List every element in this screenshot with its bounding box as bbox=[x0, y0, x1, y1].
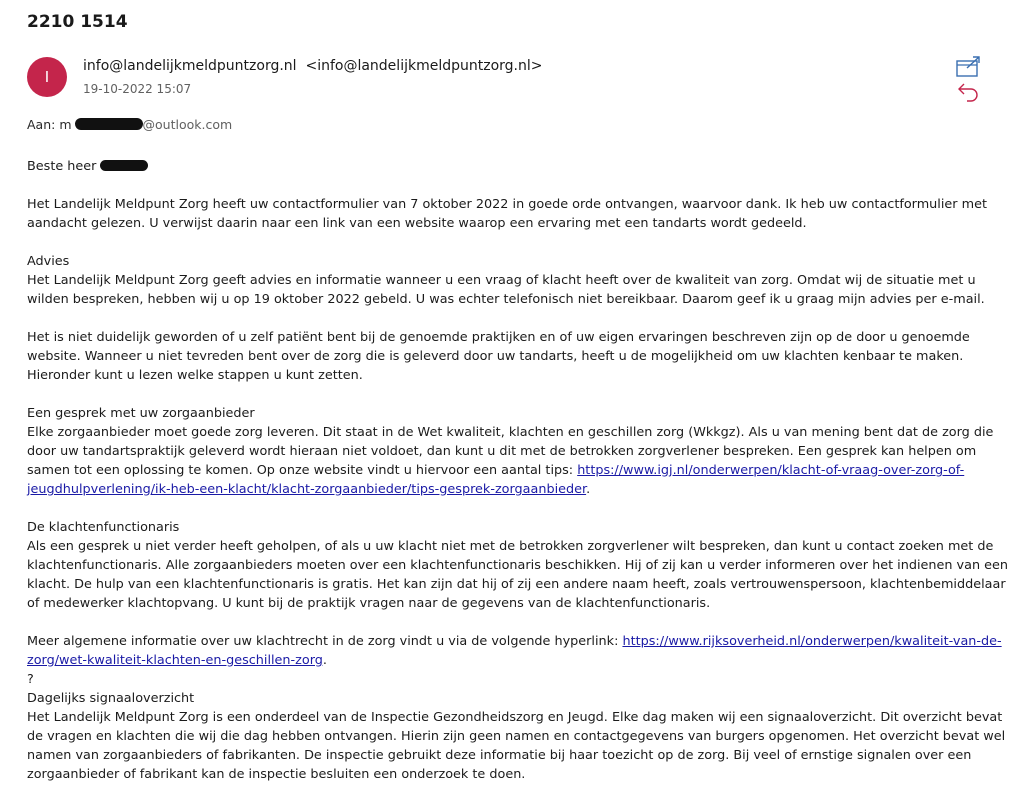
greeting-text: Beste heer bbox=[27, 159, 97, 174]
heading-advies: Advies bbox=[27, 254, 70, 269]
avatar-initial: I bbox=[44, 68, 50, 86]
sender-line[interactable] bbox=[83, 58, 542, 74]
paragraph-intro: Het Landelijk Meldpunt Zorg heeft uw contactformulier van 7 oktober 2022 in goede orde ontvangen, waarvoor dank. Ik heb uw contactformulier met aandacht gelezen. U verwijst daarin naar een link van een website waarop een ervaring met een tandarts wordt gedeeld. bbox=[27, 197, 987, 231]
paragraph-klachtrecht-text: Meer algemene informatie over uw klachtrecht in de zorg vindt u via de volgende hyperlink: bbox=[27, 634, 623, 649]
heading-klachtenfunctionaris: De klachtenfunctionaris bbox=[27, 520, 180, 535]
redacted-name bbox=[100, 160, 148, 171]
sender-avatar[interactable] bbox=[27, 57, 67, 97]
open-in-new-window-icon[interactable] bbox=[955, 56, 981, 78]
paragraph-gesprek: Elke zorgaanbieder moet goede zorg leveren. Dit staat in de Wet kwaliteit, klachten en geschillen zorg (Wkkgz). Als u van mening bent dat de zorg die door uw tandartspraktijk geleverd wordt hieraan niet voldoet, dan kunt u dit met de betrokken zorgverlener bespreken. Een gesprek kan helpen om samen tot een oplossing te komen. Op onze website vindt u hiervoor een aantal tips: https://www.igj.nl/onderwerpen/klacht-of-vraag-over-zorg-of-jeugdhulpverlening/ik-heb-een-klacht/klacht-zorgaanbieder/tips-gesprek-zorgaanbieder. bbox=[27, 425, 994, 497]
greeting bbox=[27, 157, 1012, 176]
paragraph-gesprek-text: Elke zorgaanbieder moet goede zorg leveren. Dit staat in de Wet kwaliteit, klachten en geschillen zorg (Wkkgz). Als u van mening bent dat de zorg die door uw tandartspraktijk geleverd wordt hieraan niet voldoet, dan kunt u dit met de betrokken zorgverlener bespreken. Een gesprek kan helpen om samen tot een oplossing te komen. Op onze website vindt u hiervoor een aantal tips: bbox=[27, 425, 994, 478]
email-date: 19-10-2022 15:07 bbox=[83, 82, 192, 96]
recipient-line bbox=[27, 117, 232, 132]
heading-signaaloverzicht: Dagelijks signaaloverzicht bbox=[27, 691, 195, 706]
reply-icon[interactable] bbox=[955, 81, 981, 103]
question-mark: ? bbox=[27, 672, 34, 687]
paragraph-signaaloverzicht: Het Landelijk Meldpunt Zorg is een onderdeel van de Inspectie Gezondheidszorg en Jeugd. Elke dag maken wij een signaaloverzicht. Dit overzicht bevat de vragen en klachten die wij die dag hebben ontvangen. Hierin zijn geen namen en contactgegevens van burgers opgenomen. Het overzicht bevat wel namen van zorgaanbieders of fabrikanten. De inspectie gebruikt deze informatie bij haar toezicht op de zorg. Bij veel of ernstige signalen over een zorgaanbieder of fabrikant kan de inspectie besluiten een onderzoek te doen. bbox=[27, 710, 1006, 782]
to-domain[interactable]: @outlook.com bbox=[142, 117, 233, 132]
sender-name[interactable]: info@landelijkmeldpuntzorg.nl bbox=[83, 58, 297, 74]
to-label: Aan: bbox=[27, 117, 56, 132]
sender-address[interactable]: <info@landelijkmeldpuntzorg.nl> bbox=[305, 58, 543, 74]
tips-link[interactable]: https://www.igj.nl/onderwerpen/klacht-of-vraag-over-zorg-of-jeugdhulpverlening/ik-heb-een-klacht/klacht-zorgaanbieder/tips-gesprek-zorgaanbieder bbox=[27, 463, 965, 497]
paragraph-klachtenfunctionaris: Als een gesprek u niet verder heeft geholpen, of als u uw klacht niet met de betrokken zorgverlener wilt bespreken, dan kunt u contact zoeken met de klachtenfunctionaris. Alle zorgaanbieders moeten over een klachtenfunctionaris beschikken. Hij of zij kan u verder informeren over het indienen van een klacht. De hulp van een klachtenfunctionaris is gratis. Het kan zijn dat hij of zij een andere naam heeft, zoals vertrouwenspersoon, klachtenbemiddelaar of medewerker klachtopvang. U kunt bij de praktijk vragen naar de gegevens van de klachtenfunctionaris. bbox=[27, 539, 1008, 611]
heading-gesprek: Een gesprek met uw zorgaanbieder bbox=[27, 406, 255, 421]
paragraph-steps: Het is niet duidelijk geworden of u zelf patiënt bent bij de genoemde praktijken en of uw eigen ervaringen beschreven zijn op de door u genoemde website. Wanneer u niet tevreden bent over de zorg die is geleverd door uw tandarts, heeft u de mogelijkheid om uw klachten kenbaar te maken. Hieronder kunt u lezen welke stappen u kunt zetten. bbox=[27, 330, 970, 383]
rijksoverheid-link[interactable]: https://www.rijksoverheid.nl/onderwerpen/kwaliteit-van-de-zorg/wet-kwaliteit-klachten-en-geschillen-zorg bbox=[27, 634, 1002, 668]
email-subject: 2210 1514 bbox=[27, 12, 128, 32]
paragraph-klachtrecht: Meer algemene informatie over uw klachtrecht in de zorg vindt u via de volgende hyperlink: https://www.rijksoverheid.nl/onderwerpen/kwaliteit-van-de-zorg/wet-kwaliteit-klachten-en-geschillen-zorg. bbox=[27, 634, 1002, 668]
redacted-address bbox=[75, 118, 143, 130]
email-body bbox=[27, 157, 1012, 784]
paragraph-advies: Het Landelijk Meldpunt Zorg geeft advies en informatie wanneer u een vraag of klacht heeft over de kwaliteit van zorg. Omdat wij de situatie met u wilden bespreken, hebben wij u op 19 oktober 2022 gebeld. U was echter telefonisch niet bereikbaar. Daarom geef ik u graag mijn advies per e-mail. bbox=[27, 273, 985, 307]
to-prefix[interactable]: m bbox=[59, 117, 72, 132]
